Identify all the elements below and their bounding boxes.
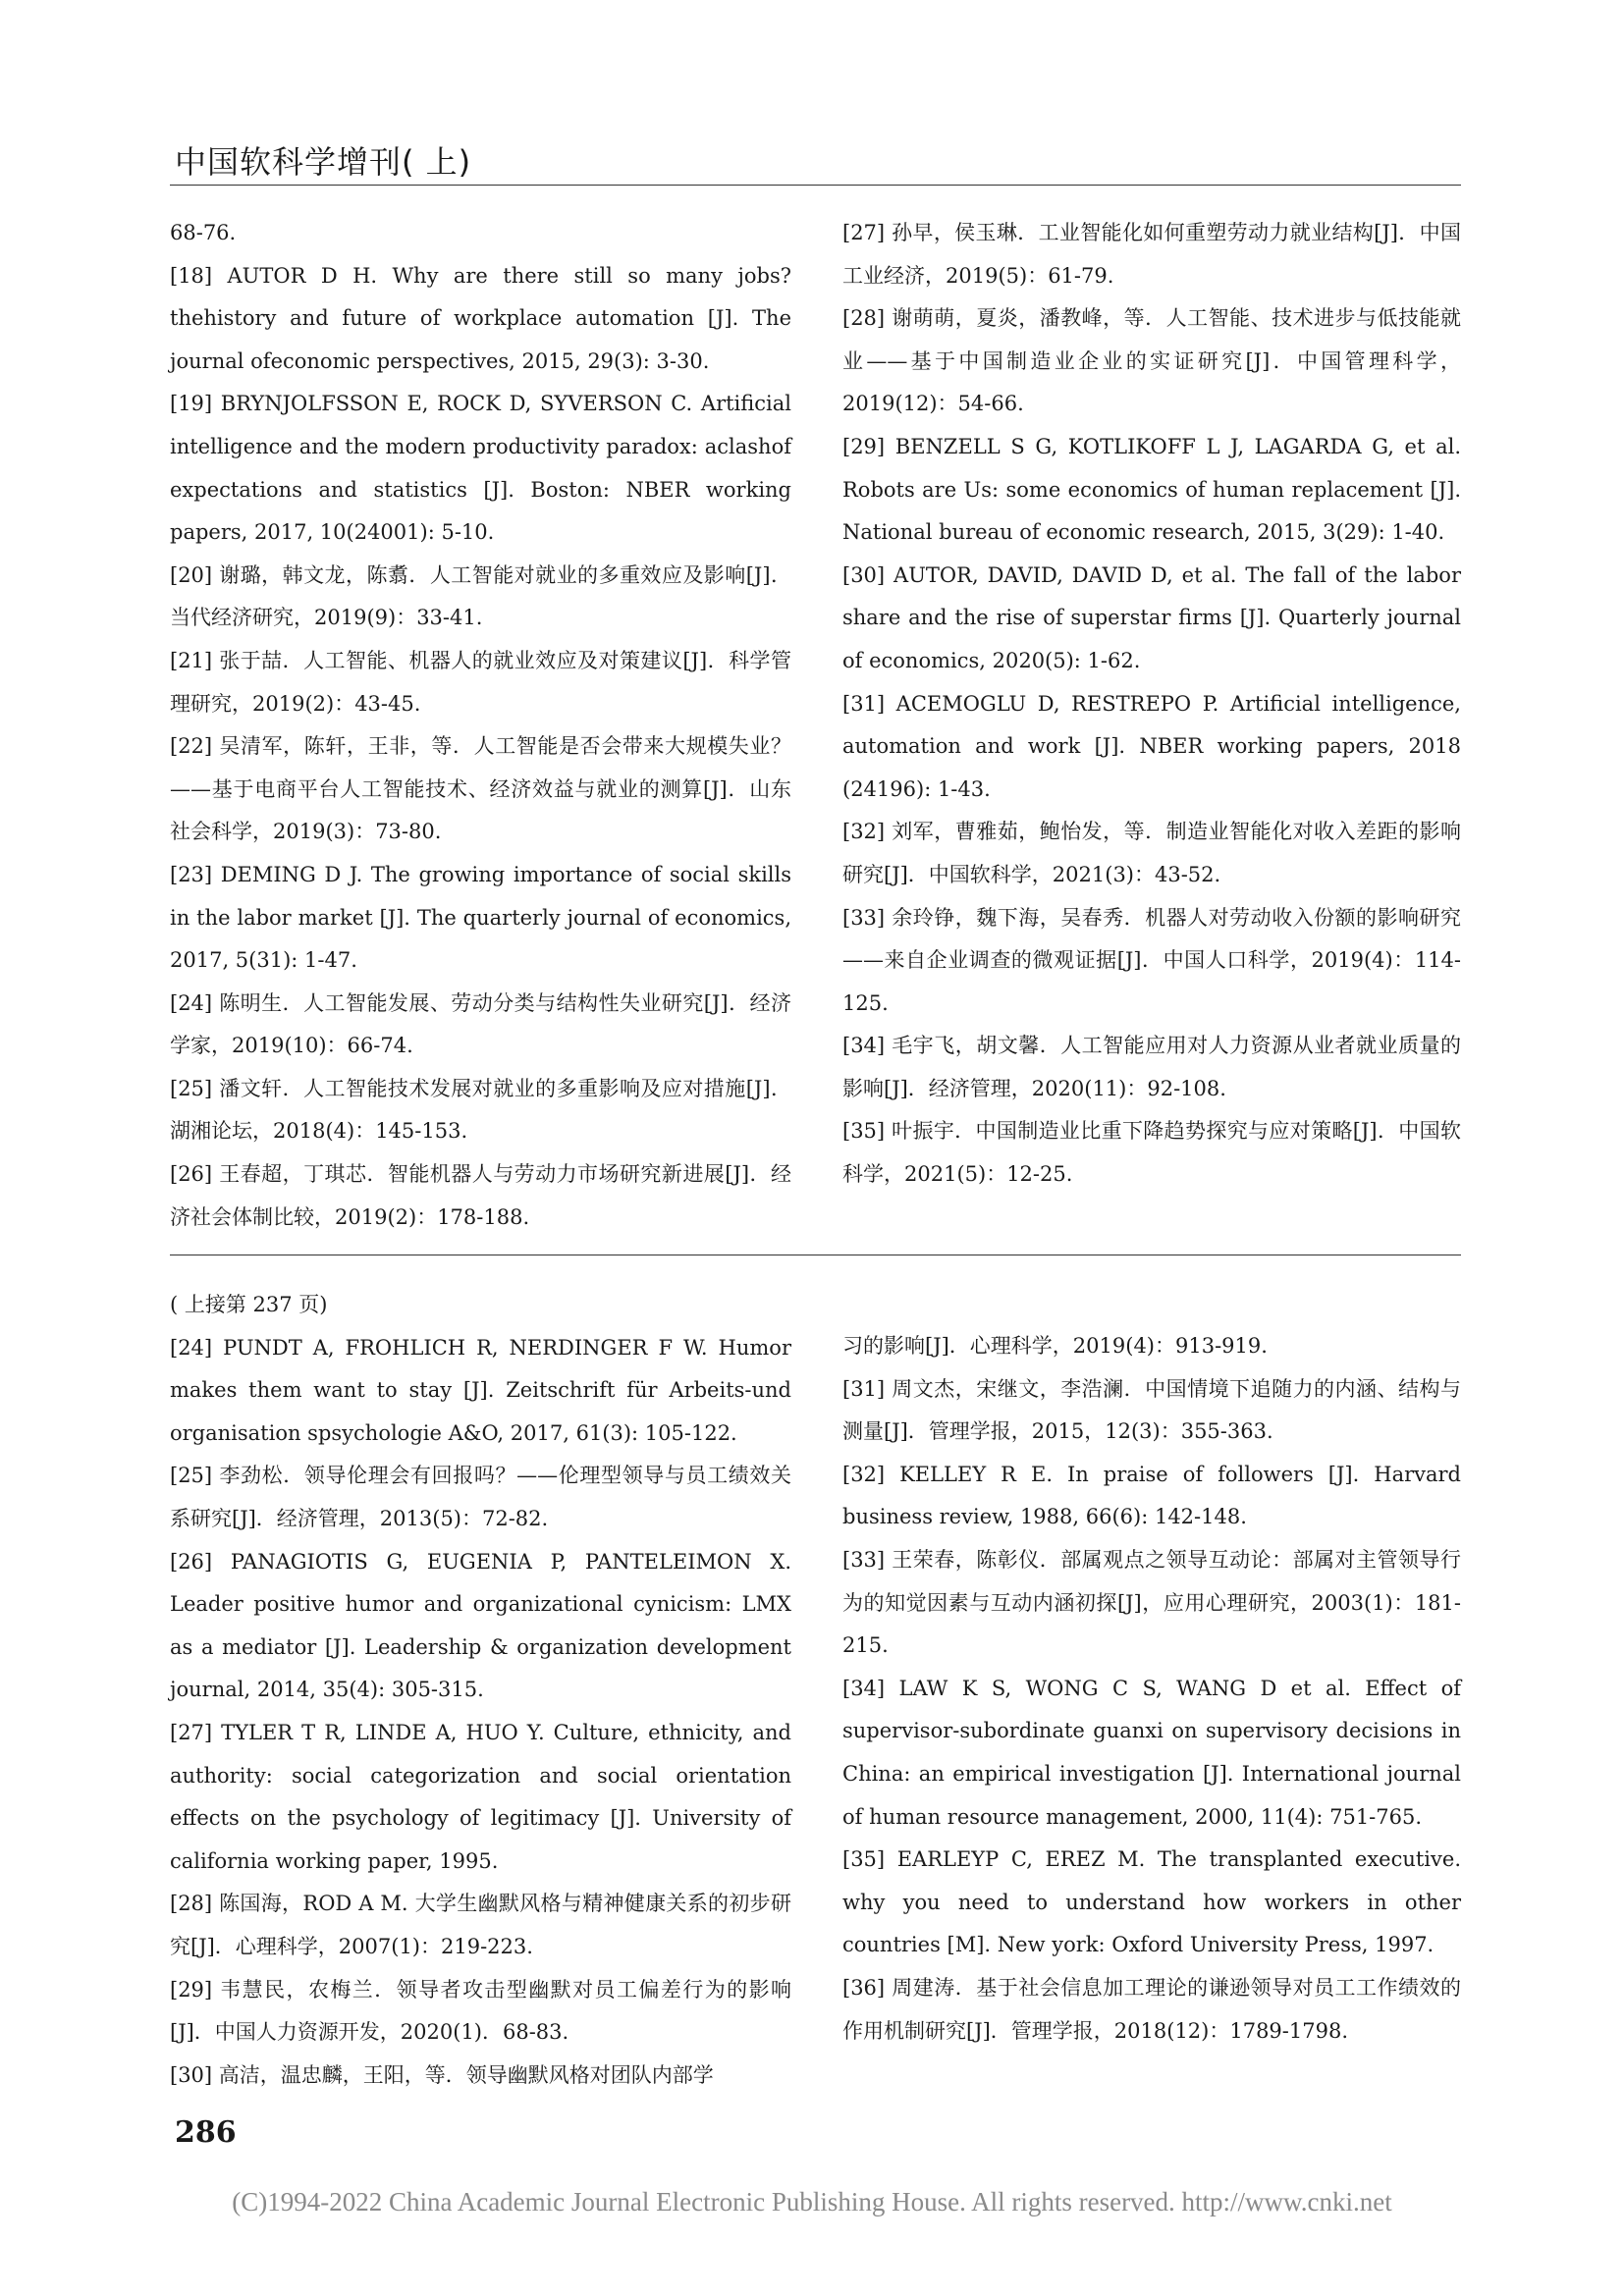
references-top-left [170, 212, 791, 1239]
continued-from-note: ( 上接第 237 页) [170, 1293, 328, 1316]
reference-item: [31] ACEMOGLU D, RESTREPO P. Artificial intelligence, automation and work [J]. NBER working papers, 2018 (24196): 1-43. [842, 691, 1461, 801]
reference-item: [18] AUTOR D H. Why are there still so many jobs? thehistory and future of workplace automation [J]. The journal ofeconomic perspectives, 2015, 29(3): 3-30. [170, 263, 791, 373]
reference-item: [31] 周文杰，宋继文，李浩澜．中国情境下追随力的内涵、结构与测量[J]．管理学报，2015，12(3)：355-363. [842, 1376, 1461, 1444]
reference-item: [34] 毛宇飞，胡文馨．人工智能应用对人力资源从业者就业质量的影响[J]．经济管理，2020(11)：92-108. [842, 1034, 1461, 1100]
reference-item: [23] DEMING D J. The growing importance of social skills in the labor market [J]. The quarterly journal of economics, 2017, 5(31): 1-47. [170, 862, 791, 973]
reference-item: [33] 王荣春，陈彰仪．部属观点之领导互动论：部属对主管领导行为的知觉因素与互动内涵初探[J]，应用心理研究，2003(1)：181-215. [842, 1547, 1461, 1658]
reference-item: [30] AUTOR, DAVID, DAVID D, et al. The fall of the labor share and the rise of superstar firms [J]. Quarterly journal of economics, 2020(5): 1-62. [842, 562, 1461, 672]
reference-item: [36] 周建涛．基于社会信息加工理论的谦逊领导对员工工作绩效的作用机制研究[J]．管理学报，2018(12)：1789-1798. [842, 1975, 1461, 2043]
reference-item: [27] 孙早，侯玉琳．工业智能化如何重塑劳动力就业结构[J]．中国工业经济，2019(5)：61-79. [842, 221, 1461, 288]
reference-item: [29] 韦慧民，农梅兰．领导者攻击型幽默对员工偏差行为的影响[J]．中国人力资源开发，2020(1)．68-83. [170, 1977, 791, 2045]
reference-item: [24] PUNDT A, FROHLICH R, NERDINGER F W. Humor makes them want to stay [J]. Zeitschrift für Arbeits-und organisation spsychologie A&O, 2017, 61(3): 105-122. [170, 1335, 791, 1445]
reference-item: [26] 王春超，丁琪芯．智能机器人与劳动力市场研究新进展[J]．经济社会体制比较，2019(2)：178-188. [170, 1162, 791, 1229]
reference-item: [21] 张于喆．人工智能、机器人的就业效应及对策建议[J]．科学管理研究，2019(2)：43-45. [170, 648, 791, 716]
references-bottom-left [170, 1284, 791, 2097]
reference-item: [32] 刘军，曹雅茹，鲍怡发，等．制造业智能化对收入差距的影响研究[J]．中国软科学，2021(3)：43-52. [842, 820, 1461, 886]
references-bottom-right [842, 1325, 1461, 2053]
reference-item: [25] 潘文轩．人工智能技术发展对就业的多重影响及应对措施[J]．湖湘论坛，2018(4)：145-153. [170, 1076, 791, 1144]
references-top-right [842, 212, 1461, 1197]
reference-item: [22] 吴清军，陈轩，王非，等．人工智能是否会带来大规模失业？——基于电商平台人工智能技术、经济效益与就业的测算[J]．山东社会科学，2019(3)：73-80. [170, 734, 791, 844]
copyright-notice: (C)1994-2022 China Academic Journal Electronic Publishing House. All rights reserved. http://www.cnki.net [232, 2187, 1392, 2216]
reference-item: [30] 高洁，温忠麟，王阳，等．领导幽默风格对团队内部学 [170, 2062, 714, 2087]
continuation-line: 习的影响[J]．心理科学，2019(4)：913-919. [842, 1334, 1268, 1358]
reference-item: [24] 陈明生．人工智能发展、劳动分类与结构性失业研究[J]．经济学家，2019(10)：66-74. [170, 990, 791, 1058]
reference-item: [29] BENZELL S G, KOTLIKOFF L J, LAGARDA G, et al. Robots are Us: some economics of human replacement [J]. National bureau of economic research, 2015, 3(29): 1-40. [842, 434, 1461, 545]
reference-item: [20] 谢璐，韩文龙，陈翥．人工智能对就业的多重效应及影响[J]．当代经济研究，2019(9)：33-41. [170, 562, 791, 630]
reference-item: [19] BRYNJOLFSSON E, ROCK D, SYVERSON C. Artificial intelligence and the modern productivity paradox: aclashof expectations and statistics [J]. Boston: NBER working papers, 2017, 10(24001): 5-10. [170, 392, 791, 545]
continuation-line: 68-76. [170, 221, 237, 244]
reference-item: [34] LAW K S, WONG C S, WANG D et al. Effect of supervisor-subordinate guanxi on supervisory decisions in China: an empirical investigation [J]. International journal of human resource management, 2000, 11(4): 751-765. [842, 1676, 1461, 1829]
reference-item: [33] 余玲铮，魏下海，吴春秀．机器人对劳动收入份额的影响研究——来自企业调查的微观证据[J]．中国人口科学，2019(4)：114-125. [842, 905, 1461, 1015]
reference-item: [35] 叶振宇．中国制造业比重下降趋势探究与应对策略[J]．中国软科学，2021(5)：12-25. [842, 1119, 1461, 1187]
page-number: 286 [175, 2115, 237, 2150]
reference-item: [28] 陈国海，ROD A M. 大学生幽默风格与精神健康关系的初步研究[J]．心理科学，2007(1)：219-223. [170, 1892, 791, 1958]
reference-item: [26] PANAGIOTIS G, EUGENIA P, PANTELEIMON X. Leader positive humor and organizational cynicism: LMX as a mediator [J]. Leadership & organization development journal, 2014, 35(4): 305-315. [170, 1549, 791, 1702]
reference-item: [28] 谢萌萌，夏炎，潘教峰，等．人工智能、技术进步与低技能就业——基于中国制造业企业的实证研究[J]．中国管理科学，2019(12)：54-66. [842, 306, 1461, 416]
reference-item: [35] EARLEYP C, EREZ M. The transplanted executive. why you need to understand how workers in other countries [M]. New york: Oxford University Press, 1997. [842, 1847, 1461, 1957]
reference-item: [32] KELLEY R E. In praise of followers [J]. Harvard business review, 1988, 66(6): 142-148. [842, 1462, 1461, 1529]
journal-header: 中国软科学增刊( 上) [175, 143, 472, 181]
reference-item: [25] 李劲松．领导伦理会有回报吗？——伦理型领导与员工绩效关系研究[J]．经济管理，2013(5)：72-82. [170, 1464, 791, 1530]
header-rule [170, 185, 1461, 186]
reference-item: [27] TYLER T R, LINDE A, HUO Y. Culture, ethnicity, and authority: social categorization and social orientation effects on the psychology of legitimacy [J]. University of california working paper, 1995. [170, 1720, 791, 1873]
